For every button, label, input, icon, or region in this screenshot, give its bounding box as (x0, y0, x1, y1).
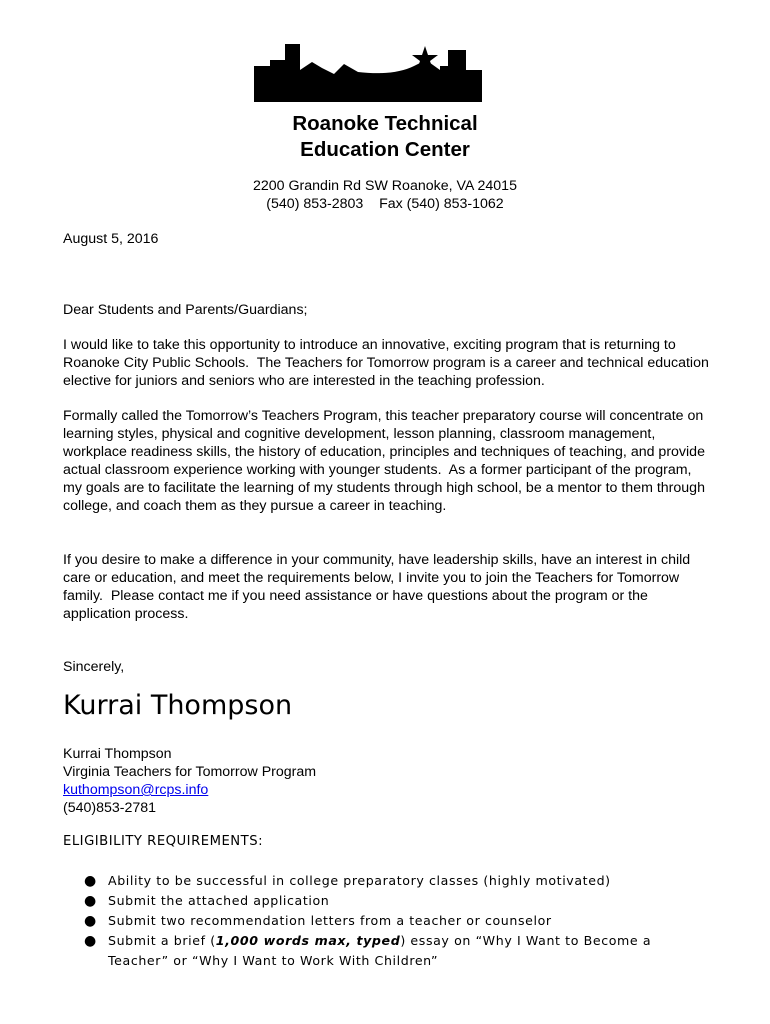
closing: Sincerely, (63, 659, 125, 675)
list-item (84, 931, 704, 971)
signer-block (63, 745, 713, 817)
list-item (84, 911, 704, 931)
list-item (84, 891, 704, 911)
paragraph-1: I would like to take this opportunity to introduce an innovative, exciting program that is returning to Roanoke City Public Schools. The Teachers for Tomorrow program is a career and technical education elective for juniors and seniors who are interested in the teaching profession. (63, 337, 713, 389)
item-text: ) essay on “Why I Want to Become a Teacher” or “Why I Want to Work With Children” (108, 933, 652, 968)
item-emphasis: 1,000 words max, typed (215, 933, 401, 948)
organization-name (0, 111, 770, 163)
eligibility-heading: ELIGIBILITY REQUIREMENTS: (63, 834, 264, 849)
signer-name: Kurrai Thompson (63, 746, 172, 762)
requirements-list (84, 871, 704, 971)
org-name-line1: Roanoke Technical (292, 112, 478, 135)
list-item (84, 871, 704, 891)
org-name-line2: Education Center (300, 138, 470, 161)
item-text: Ability to be successful in college preparatory classes (highly motivated) (108, 873, 611, 888)
bullet-icon: ● (84, 873, 97, 889)
bullet-icon: ● (84, 933, 97, 949)
item-text: Submit the attached application (108, 893, 330, 908)
signer-phone: (540)853-2781 (63, 800, 157, 816)
bullet-icon: ● (84, 913, 97, 929)
signature: Kurrai Thompson (63, 690, 293, 721)
email-link[interactable]: kuthompson@rcps.info (63, 782, 209, 798)
paragraph-3: If you desire to make a difference in your community, have leadership skills, have an interest in child care or education, and meet the requirements below, I invite you to join the Teachers for Tomorrow family. Please contact me if you need assistance or have questions about the program or the application process. (63, 552, 695, 622)
salutation: Dear Students and Parents/Guardians; (63, 302, 308, 318)
address: 2200 Grandin Rd SW Roanoke, VA 24015 (253, 178, 517, 194)
item-text: Submit a brief ( (108, 933, 216, 948)
letter-date: August 5, 2016 (63, 231, 159, 247)
item-text: Submit two recommendation letters from a teacher or counselor (108, 913, 552, 928)
signer-program: Virginia Teachers for Tomorrow Program (63, 764, 317, 780)
paragraph-2: Formally called the Tomorrow’s Teachers Program, this teacher preparatory course will concentrate on learning styles, physical and cognitive development, lesson planning, classroom management, workplace readiness skills, the history of education, principles and techniques of teaching, and provide actual classroom experience working with younger students. As a former participant of the program, my goals are to facilitate the learning of my students through high school, be a mentor to them through college, and coach them as they pursue a career in teaching. (63, 408, 709, 514)
phone-fax: (540) 853-2803 Fax (540) 853-1062 (266, 196, 504, 212)
bullet-icon: ● (84, 893, 97, 909)
skyline-logo (254, 44, 516, 102)
address-block (0, 177, 770, 213)
